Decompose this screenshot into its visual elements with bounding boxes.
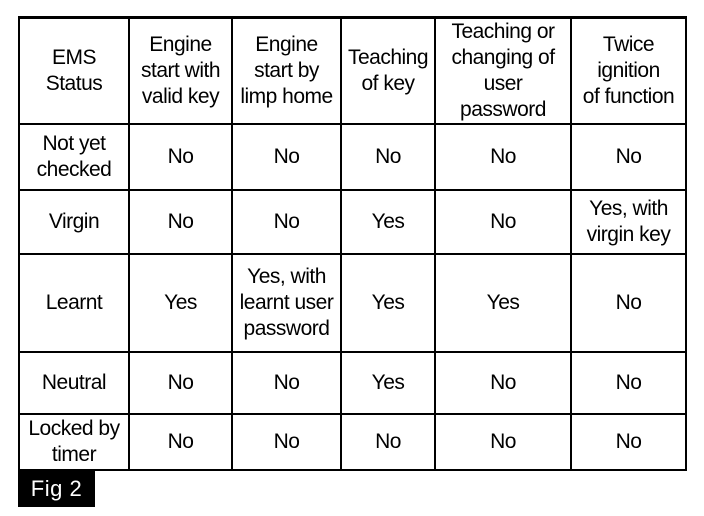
table-cell: No	[232, 414, 341, 470]
table-cell: No	[232, 190, 341, 254]
header-engine-start-limp-home: Engine start by limp home	[232, 18, 341, 125]
table-cell: Yes	[435, 254, 571, 352]
table-cell: No	[435, 190, 571, 254]
header-engine-start-valid-key: Engine start with valid key	[129, 18, 232, 125]
header-ems-status: EMS Status	[19, 18, 129, 125]
table-cell: No	[435, 414, 571, 470]
table-cell: No	[341, 414, 435, 470]
header-teaching-user-password: Teaching or changing of user password	[435, 18, 571, 125]
row-status-label: Learnt	[19, 254, 129, 352]
table-row	[19, 254, 686, 352]
header-teaching-of-key: Teaching of key	[341, 18, 435, 125]
table-row	[19, 352, 686, 414]
table-cell: No	[129, 124, 232, 190]
table-cell: Yes	[341, 352, 435, 414]
table-cell: Yes, with learnt user password	[232, 254, 341, 352]
table-cell: No	[232, 124, 341, 190]
table-cell: No	[232, 352, 341, 414]
table-header-row	[19, 18, 686, 125]
table-cell: No	[571, 414, 686, 470]
row-status-label: Virgin	[19, 190, 129, 254]
ems-status-table	[18, 16, 687, 471]
table-cell: No	[129, 414, 232, 470]
table-cell: No	[129, 190, 232, 254]
table-row	[19, 190, 686, 254]
table-cell: No	[341, 124, 435, 190]
table-row	[19, 414, 686, 470]
header-twice-ignition: Twice ignition of function	[571, 18, 686, 125]
figure-label: Fig 2	[18, 471, 95, 507]
table-cell: No	[435, 124, 571, 190]
table-cell: No	[571, 352, 686, 414]
table-cell: No	[571, 254, 686, 352]
row-status-label: Not yet checked	[19, 124, 129, 190]
table-row	[19, 124, 686, 190]
table-cell: Yes	[341, 190, 435, 254]
table-cell: No	[571, 124, 686, 190]
table-cell: Yes	[129, 254, 232, 352]
row-status-label: Locked by timer	[19, 414, 129, 470]
table-cell: No	[435, 352, 571, 414]
table-cell: Yes, with virgin key	[571, 190, 686, 254]
table-cell: Yes	[341, 254, 435, 352]
table-cell: No	[129, 352, 232, 414]
row-status-label: Neutral	[19, 352, 129, 414]
